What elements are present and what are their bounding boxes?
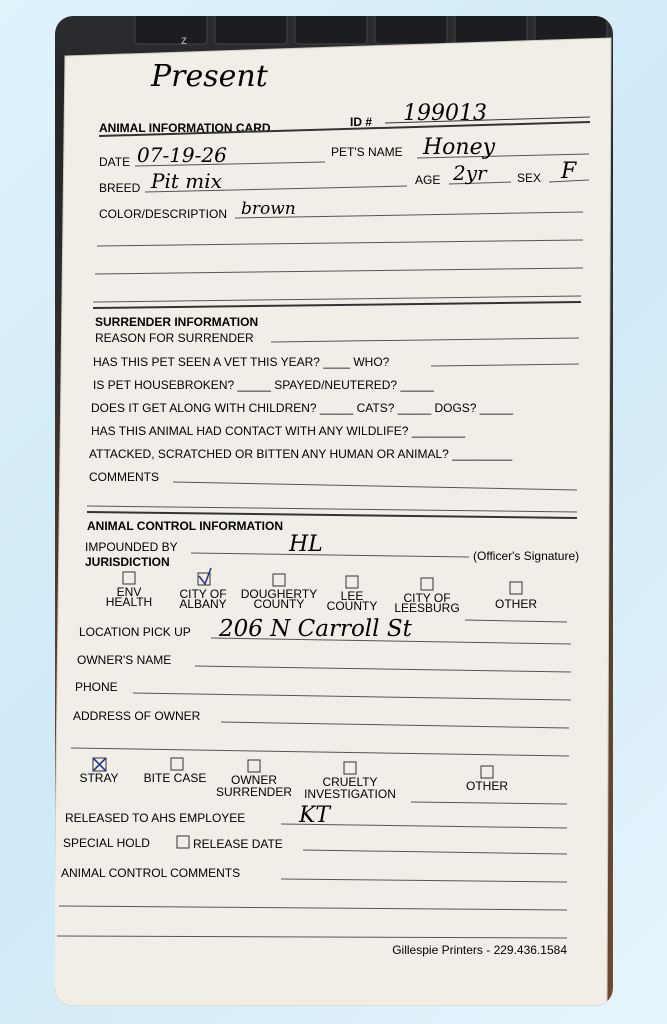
jurisdiction-label-1: LEE bbox=[340, 589, 364, 603]
date-label: DATE bbox=[99, 155, 131, 169]
color-value: brown bbox=[241, 199, 296, 219]
impounded-label: IMPOUNDED BY bbox=[85, 540, 178, 554]
location-value: 206 N Carroll St bbox=[219, 616, 412, 642]
type-label-1: OWNER bbox=[231, 773, 277, 787]
breed-value: Pit mix bbox=[151, 169, 222, 193]
jurisdiction-label-2: ALBANY bbox=[179, 597, 227, 611]
type-label-1: CRUELTY bbox=[322, 775, 378, 789]
pet-name-label: PET'S NAME bbox=[331, 145, 403, 159]
jurisdiction-label-2: LEESBURG bbox=[394, 601, 460, 615]
surrender-vet: HAS THIS PET SEEN A VET THIS YEAR? ____ WHO? bbox=[93, 355, 390, 369]
date-value: 07-19-26 bbox=[137, 143, 227, 167]
handwritten-present: Present bbox=[151, 59, 268, 94]
jurisdiction-label-1: OTHER bbox=[495, 597, 537, 611]
ac-comments-label: ANIMAL CONTROL COMMENTS bbox=[61, 866, 241, 880]
officer-signature-label: (Officer's Signature) bbox=[473, 549, 580, 563]
type-label-2: INVESTIGATION bbox=[304, 787, 396, 801]
age-value: 2yr bbox=[453, 161, 487, 185]
location-label: LOCATION PICK UP bbox=[79, 625, 191, 639]
jurisdiction-label-2: COUNTY bbox=[326, 599, 378, 613]
jurisdiction-label-1: ENV bbox=[116, 585, 142, 599]
color-label: COLOR/DESCRIPTION bbox=[99, 207, 228, 221]
id-value: 199013 bbox=[403, 101, 487, 126]
owner-name-label: OWNER'S NAME bbox=[77, 653, 172, 667]
surrender-reason: REASON FOR SURRENDER bbox=[95, 331, 254, 345]
pet-name-value: Honey bbox=[423, 135, 496, 160]
released-value: KT bbox=[299, 803, 331, 828]
special-hold-label: SPECIAL HOLD bbox=[63, 836, 150, 850]
card-photo bbox=[55, 16, 613, 1006]
surrender-attacked: ATTACKED, SCRATCHED OR BITTEN ANY HUMAN OR ANIMAL? _________ bbox=[89, 447, 513, 461]
release-date-label: RELEASE DATE bbox=[193, 837, 283, 851]
keyboard-key-label: z bbox=[181, 33, 187, 47]
type-label-1: BITE CASE bbox=[143, 771, 207, 785]
address-label: ADDRESS OF OWNER bbox=[73, 709, 201, 723]
surrender-housebroken: IS PET HOUSEBROKEN? _____ SPAYED/NEUTERED? _____ bbox=[93, 378, 434, 392]
jurisdiction-label: JURISDICTION bbox=[85, 555, 170, 569]
sex-label: SEX bbox=[517, 171, 542, 185]
sex-value: F bbox=[561, 159, 577, 184]
released-label: RELEASED TO AHS EMPLOYEE bbox=[65, 811, 246, 825]
age-label: AGE bbox=[415, 173, 441, 187]
printer-credit: Gillespie Printers - 229.436.1584 bbox=[392, 943, 567, 957]
jurisdiction-label-1: CITY OF bbox=[403, 591, 451, 605]
jurisdiction-label-1: DOUGHERTY bbox=[240, 587, 318, 601]
animal-information-card bbox=[55, 16, 613, 1006]
jurisdiction-label-1: CITY OF bbox=[179, 587, 227, 601]
card-title: ANIMAL INFORMATION CARD bbox=[99, 121, 271, 135]
id-label: ID # bbox=[350, 115, 373, 129]
type-label-1: OTHER bbox=[466, 779, 508, 793]
keyboard bbox=[135, 16, 607, 44]
breed-label: BREED bbox=[99, 181, 141, 195]
type-label-1: STRAY bbox=[79, 771, 119, 785]
jurisdiction-label-2: HEALTH bbox=[105, 595, 153, 609]
jurisdiction-label-2: COUNTY bbox=[253, 597, 305, 611]
surrender-wildlife: HAS THIS ANIMAL HAD CONTACT WITH ANY WILDLIFE? ________ bbox=[91, 424, 466, 438]
phone-label: PHONE bbox=[75, 680, 118, 694]
impounded-value: HL bbox=[289, 532, 323, 557]
surrender-children: DOES IT GET ALONG WITH CHILDREN? _____ CATS? _____ DOGS? _____ bbox=[91, 401, 514, 415]
type-label-2: SURRENDER bbox=[215, 785, 293, 799]
animal-control-heading: ANIMAL CONTROL INFORMATION bbox=[87, 519, 283, 533]
surrender-comments: COMMENTS bbox=[89, 470, 159, 484]
surrender-heading: SURRENDER INFORMATION bbox=[95, 315, 259, 329]
